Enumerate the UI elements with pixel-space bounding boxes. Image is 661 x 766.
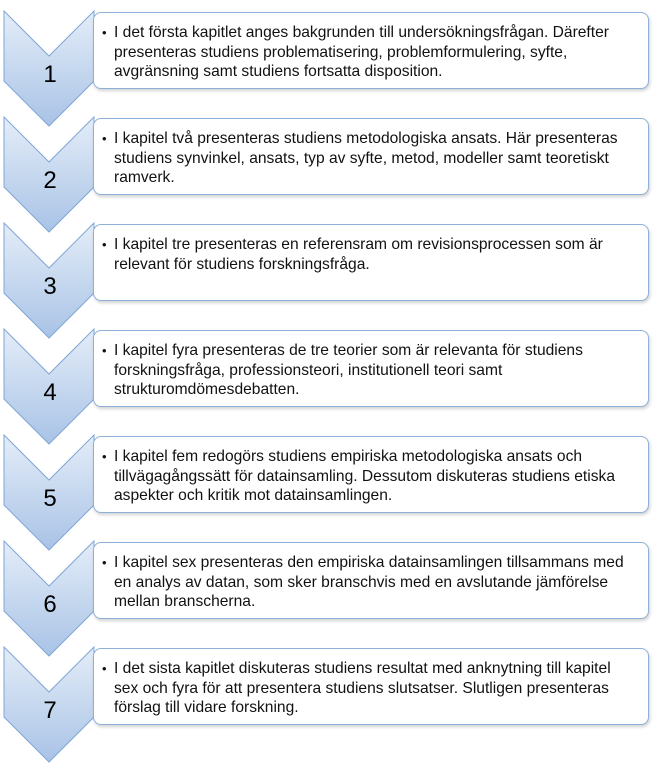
step-description: I kapitel tre presenteras en referensram om revisionsprocessen som är relevant för studiens forskningsfråga.: [114, 236, 603, 273]
step-6: [0, 540, 661, 646]
step-description: I kapitel två presenteras studiens metodologiska ansats. Här presenteras studiens synvinkel, ansats, typ av syfte, metod, modeller samt teoretiskt ramverk.: [114, 130, 618, 186]
step-number: 3: [43, 273, 57, 300]
step-description-box: [93, 330, 649, 407]
step-description-box: [93, 224, 649, 301]
step-description: I kapitel fem redogörs studiens empiriska metodologiska ansats och tillvägagångssätt för datainsamling. Dessutom diskuteras studiens etiska aspekter och kritik mot datainsamlingen.: [114, 448, 615, 504]
step-description: I kapitel sex presenteras den empiriska datainsamlingen tillsammans med en analys av datan, som sker branschvis med en avslutande jämförelse mellan branscherna.: [114, 554, 624, 610]
bullet-icon: •: [102, 555, 107, 570]
step-description: I det första kapitlet anges bakgrunden till undersökningsfrågan. Därefter presenteras studiens problematisering, problemformulering, syfte, avgränsning samt studiens fortsatta disposition.: [114, 24, 609, 80]
step-4: [0, 328, 661, 434]
step-7: [0, 646, 661, 752]
step-description-box: [93, 648, 649, 725]
step-3: [0, 222, 661, 328]
step-description-box: [93, 118, 649, 195]
step-description-box: [93, 12, 649, 89]
step-description-box: [93, 542, 649, 619]
bullet-icon: •: [102, 449, 107, 464]
step-5: [0, 434, 661, 540]
step-number: 2: [43, 167, 57, 194]
bullet-icon: •: [102, 237, 107, 252]
step-2: [0, 116, 661, 222]
bullet-icon: •: [102, 661, 107, 676]
bullet-icon: •: [102, 131, 107, 146]
bullet-icon: •: [102, 25, 107, 40]
step-number: 4: [43, 379, 57, 406]
step-description: I det sista kapitlet diskuteras studiens resultat med anknytning till kapitel sex och fyra för att presentera studiens slutsatser. Slutligen presenteras förslag till vidare forskning.: [114, 660, 611, 716]
bullet-icon: •: [102, 343, 107, 358]
step-1: [0, 10, 661, 116]
step-description-box: [93, 436, 649, 513]
step-description: I kapitel fyra presenteras de tre teorier som är relevanta för studiens forskningsfråga, professionsteori, institutionell teori samt strukturomdömesdebatten.: [114, 342, 583, 398]
step-number: 1: [43, 61, 57, 88]
step-number: 7: [43, 697, 57, 724]
step-number: 5: [43, 485, 57, 512]
step-number: 6: [43, 591, 57, 618]
